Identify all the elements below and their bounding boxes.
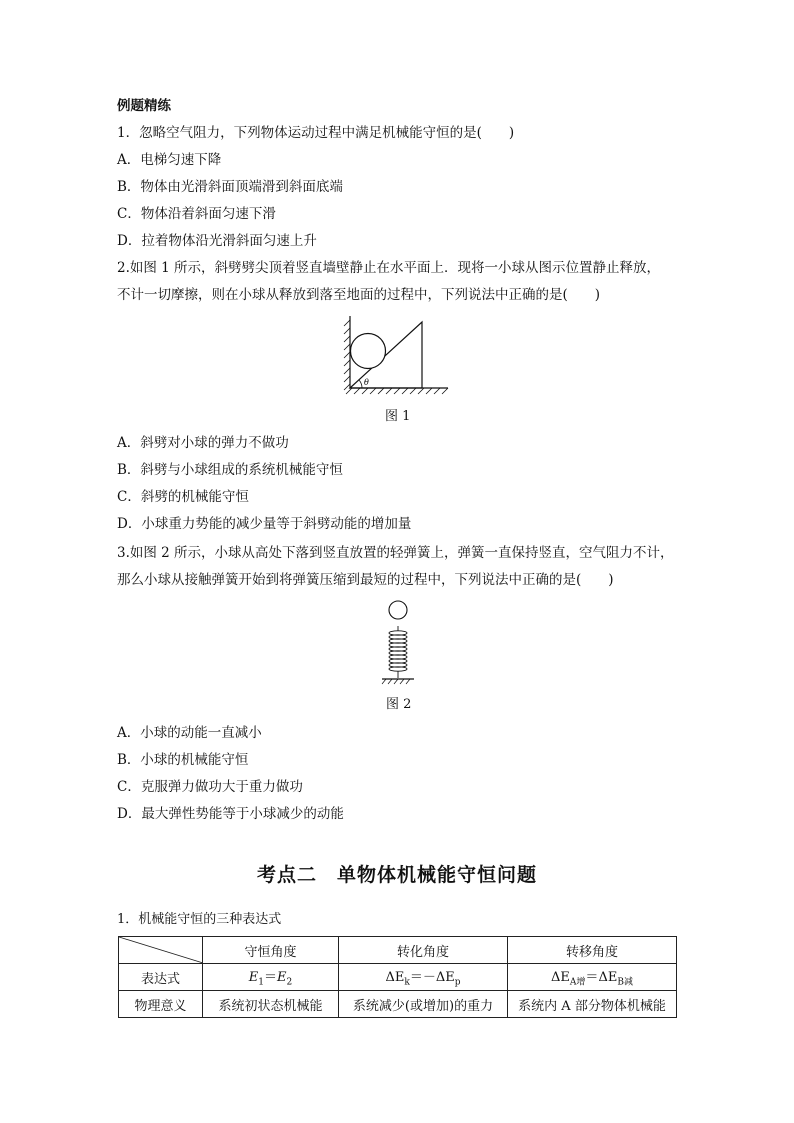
table-corner-cell xyxy=(119,937,203,964)
q2-option-b: B．斜劈与小球组成的系统机械能守恒 xyxy=(117,462,343,478)
q2-stem-line1: 2.如图 1 所示，斜劈劈尖顶着竖直墙壁静止在水平面上．现将一小球从图示位置静止释放， xyxy=(117,260,661,276)
q1-option-a: A．电梯匀速下降 xyxy=(117,152,222,168)
table-header-row xyxy=(119,937,677,964)
q1-stem: 1．忽略空气阻力，下列物体运动过程中满足机械能守恒的是( ) xyxy=(117,125,515,141)
formula-cell: $E_1=E_2$ xyxy=(203,964,339,991)
q3-option-d: D．最大弹性势能等于小球减少的动能 xyxy=(117,806,344,822)
q3-stem-line2: 那么小球从接触弹簧开始到将弹簧压缩到最短的过程中，下列说法中正确的是( ) xyxy=(117,572,614,588)
section-heading: 考点二 单物体机械能守恒问题 xyxy=(256,864,537,886)
figure-2-spring-diagram xyxy=(378,598,418,688)
q2-option-c: C．斜劈的机械能守恒 xyxy=(117,489,249,505)
table-row xyxy=(119,991,677,1018)
expressions-table xyxy=(118,936,677,1018)
table-cell: 系统初状态机械能 xyxy=(203,991,339,1018)
q1-option-d: D．拉着物体沿光滑斜面匀速上升 xyxy=(117,233,317,249)
q3-option-b: B．小球的机械能守恒 xyxy=(117,752,249,768)
formula-cell: $\Delta E_{A增}=\Delta E_{B减}$ xyxy=(508,964,677,991)
angle-arc xyxy=(359,380,362,388)
section-label: 例题精练 xyxy=(117,98,171,114)
row-label-cell: 物理意义 xyxy=(119,991,203,1018)
figure-1-wedge-diagram xyxy=(340,312,452,396)
table-cell: 系统减少(或增加)的重力 xyxy=(339,991,508,1018)
q3-stem-line1: 3.如图 2 所示，小球从高处下落到竖直放置的轻弹簧上，弹簧一直保持竖直，空气阻力不计， xyxy=(117,545,674,561)
table-header-cell: 转移角度 xyxy=(508,937,677,964)
ground-hatching xyxy=(346,388,448,394)
q2-option-d: D．小球重力势能的减少量等于斜劈动能的增加量 xyxy=(117,516,412,532)
table-header-cell: 转化角度 xyxy=(339,937,508,964)
ball-circle xyxy=(351,334,386,369)
figure-1-caption: 图 1 xyxy=(385,409,411,424)
q2-stem-line2: 不计一切摩擦，则在小球从释放到落至地面的过程中，下列说法中正确的是( ) xyxy=(117,287,601,303)
figure-2-caption: 图 2 xyxy=(386,697,412,712)
spring-base-hatching xyxy=(382,679,410,684)
row-label-cell: 表达式 xyxy=(119,964,203,991)
angle-label: θ xyxy=(364,378,369,387)
q1-option-c: C．物体沿着斜面匀速下滑 xyxy=(117,206,276,222)
corner-diagonal xyxy=(119,937,203,963)
falling-ball-circle xyxy=(389,601,407,619)
spring-coil xyxy=(389,626,407,678)
q3-option-c: C．克服弹力做功大于重力做功 xyxy=(117,779,303,795)
q3-option-a: A．小球的动能一直减小 xyxy=(117,725,262,741)
q2-option-a: A．斜劈对小球的弹力不做功 xyxy=(117,435,289,451)
formula-cell: $\Delta E_k=-\Delta E_p$ xyxy=(339,964,508,991)
table-row xyxy=(119,964,677,991)
q1-option-b: B．物体由光滑斜面顶端滑到斜面底端 xyxy=(117,179,343,195)
wall-hatching xyxy=(344,320,350,390)
table-header-cell: 守恒角度 xyxy=(203,937,339,964)
subsection-title: 1．机械能守恒的三种表达式 xyxy=(117,912,282,927)
table-cell: 系统内 A 部分物体机械能 xyxy=(508,991,677,1018)
